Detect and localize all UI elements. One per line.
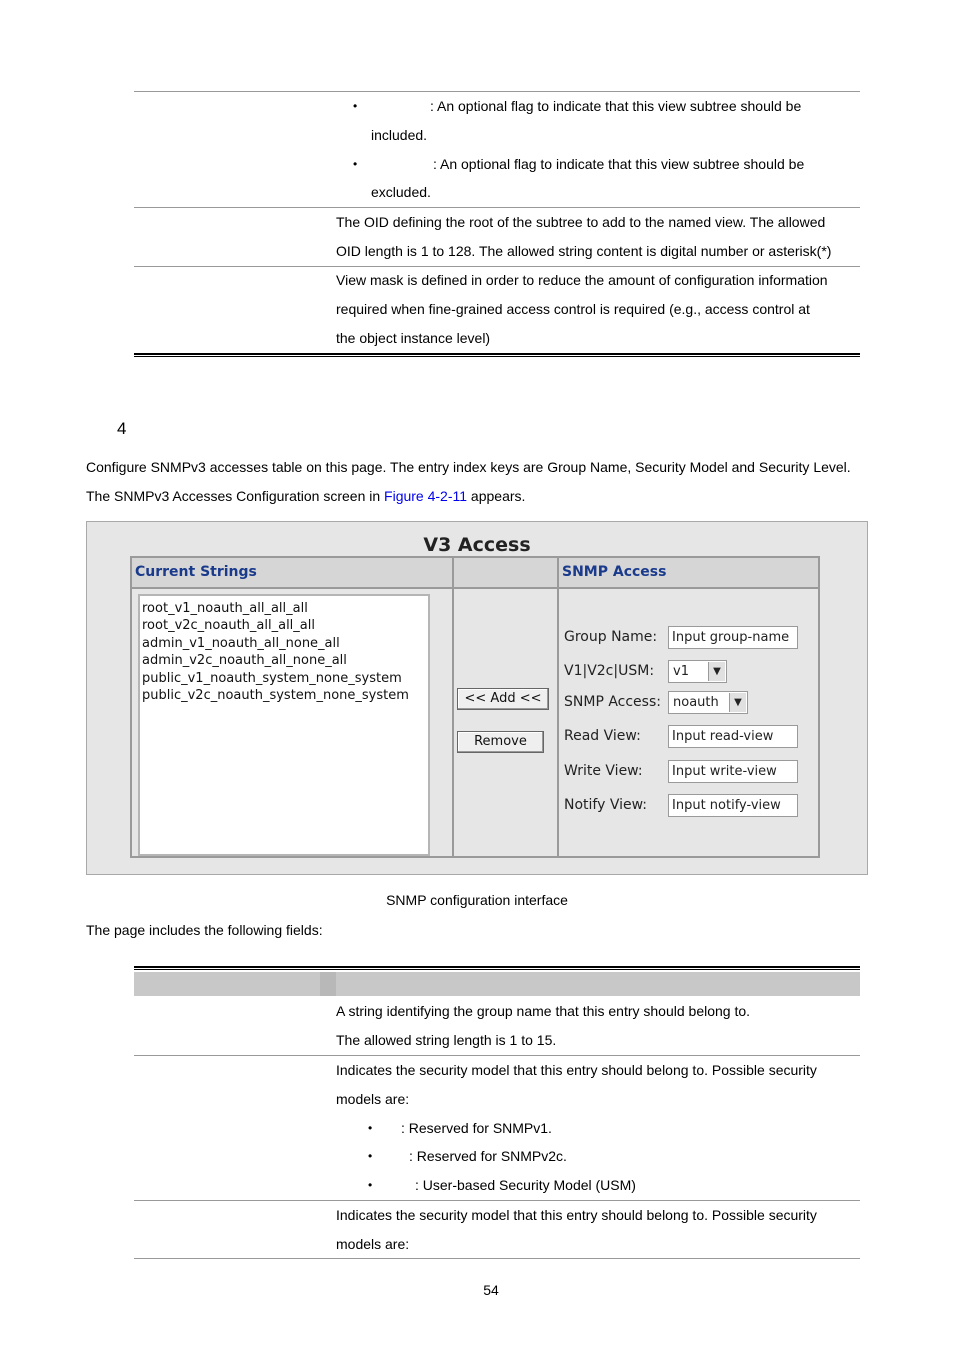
section-intro: Configure SNMPv3 accesses table on this page. The entry index keys are Group Name, Security Model and Security Level. [86,459,851,475]
page-number: 54 [483,1282,499,1298]
include-flag-text: : An optional flag to indicate that this view subtree should be [430,98,802,114]
v3-access-frame [130,556,820,858]
security-model-description: models are: [336,1091,410,1107]
list-item[interactable]: root_v2c_noauth_all_all_all [142,618,315,634]
action-column-header [454,558,557,589]
table-rule [134,1200,860,1201]
snmp-access-column [559,558,818,856]
snmp-access-label: SNMP Access: [564,694,661,710]
table-header-row [134,972,860,996]
mask-description: required when fine-grained access control is required (e.g., access control at [336,301,810,317]
fields-intro: The page includes the following fields: [86,922,323,938]
oid-description: The OID defining the root of the subtree to add to the named view. The allowed [336,214,826,230]
group-name-description: A string identifying the group name that this entry should belong to. [336,1003,751,1019]
exclude-flag-text-cont: excluded. [371,184,431,200]
table-rule [134,266,860,267]
list-item[interactable]: admin_v1_noauth_all_none_all [142,635,340,651]
current-strings-header: Current Strings [132,558,452,589]
add-button[interactable]: << Add << [457,688,549,710]
security-level-description: Indicates the security model that this entry should belong to. Possible security [336,1207,817,1223]
current-strings-listbox[interactable] [138,594,430,856]
security-model-description: Indicates the security model that this entry should belong to. Possible security [336,1062,817,1078]
exclude-flag-text: : An optional flag to indicate that this view subtree should be [433,156,805,172]
table-bottom-border [134,353,860,357]
table-top-border [134,966,860,970]
list-item[interactable]: public_v2c_noauth_system_none_system [142,688,409,704]
section-intro-line2: The SNMPv3 Accesses Configuration screen in Figure 4-2-11 appears. [86,488,526,504]
list-item[interactable]: root_v1_noauth_all_all_all [142,601,308,616]
write-view-label: Write View: [564,763,643,779]
snmp-access-select[interactable]: noauth ▼ [668,691,748,714]
bullet-icon: • [368,1178,373,1192]
group-name-label: Group Name: [564,629,658,645]
snmp-access-header: SNMP Access [559,558,818,589]
include-flag-text-cont: included. [371,127,428,143]
table-rule [134,1258,860,1259]
bullet-icon: • [353,157,358,171]
version-label: V1|V2c|USM: [564,663,655,679]
bullet-icon: • [368,1149,373,1163]
model-option-v1: : Reserved for SNMPv1. [401,1120,552,1136]
model-option-v2c: : Reserved for SNMPv2c. [409,1148,567,1164]
remove-button[interactable]: Remove [457,731,544,753]
current-strings-column [132,558,454,856]
table-rule [134,91,860,92]
panel-title: V3 Access [423,534,531,556]
section-number: 4 [117,419,127,438]
list-item[interactable]: admin_v2c_noauth_all_none_all [142,653,347,669]
mask-description: View mask is defined in order to reduce the amount of configuration information [336,272,828,288]
table-header-divider [320,972,336,996]
bullet-icon: • [353,99,358,113]
write-view-input[interactable]: Input write-view [668,760,798,783]
mask-description: the object instance level) [336,330,491,346]
v3-access-screenshot [86,521,868,875]
bullet-icon: • [368,1121,373,1135]
notify-view-label: Notify View: [564,797,648,813]
figure-link[interactable]: Figure 4-2-11 [384,488,468,504]
version-select[interactable]: v1 ▼ [668,660,727,683]
group-name-description: The allowed string length is 1 to 15. [336,1032,557,1048]
group-name-input[interactable]: Input group-name [668,626,798,649]
chevron-down-icon[interactable]: ▼ [708,662,725,681]
oid-description: OID length is 1 to 128. The allowed string content is digital number or asterisk(*) [336,243,832,259]
figure-caption: SNMP configuration interface [386,892,568,908]
action-column [454,558,559,856]
model-option-usm: : User-based Security Model (USM) [415,1177,636,1193]
table-rule [134,207,860,208]
read-view-label: Read View: [564,728,641,744]
list-item[interactable]: public_v1_noauth_system_none_system [142,670,402,686]
table-rule [134,1055,860,1056]
chevron-down-icon[interactable]: ▼ [729,693,746,712]
read-view-input[interactable]: Input read-view [668,725,798,748]
notify-view-input[interactable]: Input notify-view [668,794,798,817]
security-level-description: models are: [336,1236,410,1252]
